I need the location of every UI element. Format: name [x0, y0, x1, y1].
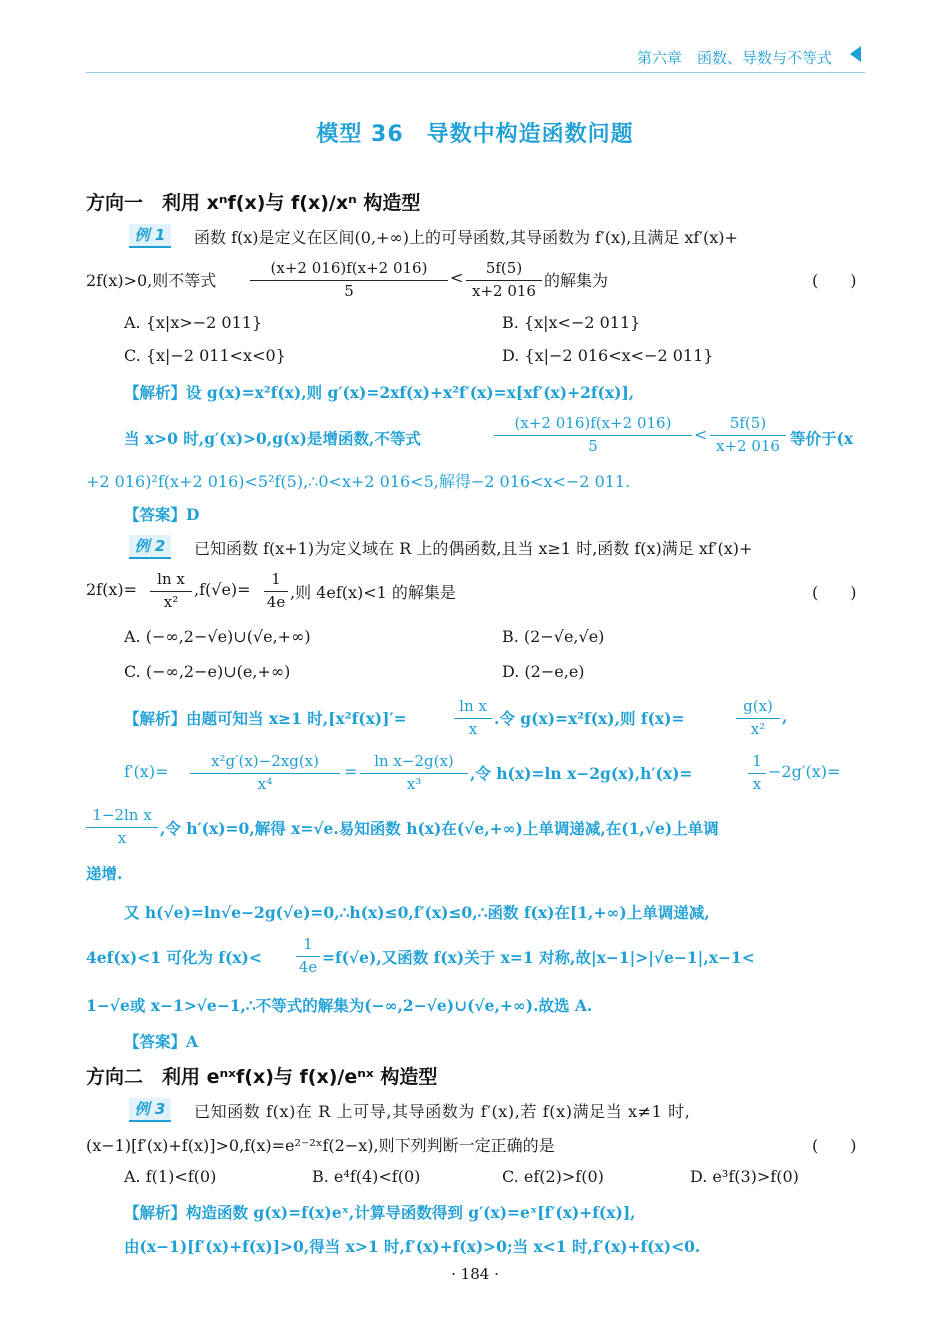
- ex3-question-line2: (x−1)[f′(x)+f(x)]>0,f(x)=e²⁻²ˣf(2−x),则下列判断一定正确的是: [86, 1136, 555, 1155]
- ex2-solution-line6b: =f(√e),又函数 f(x)关于 x=1 对称,故|x−1|>|√e−1|,x−1<: [322, 948, 755, 967]
- ex1-question-line1: 函数 f(x)是定义在区间(0,+∞)上的可导函数,其导函数为 f′(x),且满足 xf′(x)+: [194, 228, 738, 247]
- example-1-tag: 例 1: [129, 224, 171, 248]
- example-3-tag: 例 3: [129, 1098, 171, 1122]
- ex2-s3-fraction-bar: [86, 827, 158, 828]
- ex2-s2-fraction3-denominator: x: [752, 775, 762, 793]
- ex1-solution-less-than: <: [694, 425, 708, 444]
- ex2-s2-fraction2-numerator: ln x−2g(x): [374, 752, 454, 770]
- ex1-solution-line3: +2 016)²f(x+2 016)<5²f(5),∴0<x+2 016<5,解得−2 016<x<−2 011.: [86, 472, 631, 491]
- ex2-solution-line3: ,令 h′(x)=0,解得 x=√e.易知函数 h(x)在(√e,+∞)上单调递减,在(1,√e)上单调: [160, 819, 719, 838]
- ex1-fraction1-numerator: (x+2 016)f(x+2 016): [270, 259, 428, 277]
- ex3-option-b: B. e⁴f(4)<f(0): [312, 1167, 421, 1186]
- ex2-question-line2a: 2f(x)=: [86, 580, 138, 599]
- ex2-solution-line1b: .令 g(x)=x²f(x),则 f(x)=: [494, 709, 685, 728]
- ex3-option-c: C. ef(2)>f(0): [502, 1167, 604, 1186]
- ex2-option-b: B. (2−√e,√e): [502, 627, 605, 646]
- ex2-s2-fraction2-bar: [360, 773, 468, 774]
- ex2-s6-fraction-denominator: 4e: [298, 958, 318, 976]
- ex2-s2-fraction1-denominator: x⁴: [257, 775, 273, 793]
- header-divider: [86, 72, 865, 73]
- ex1-answer-paren: ( ): [812, 271, 857, 290]
- ex2-s2-fraction3-numerator: 1: [752, 752, 762, 770]
- page-title: 模型 36 导数中构造函数问题: [316, 122, 634, 147]
- ex1-less-than: <: [450, 268, 464, 287]
- ex2-s1-fraction1-denominator: x: [468, 720, 478, 738]
- ex1-solution-line1: 【解析】设 g(x)=x²f(x),则 g′(x)=2xf(x)+x²f′(x)=x[xf′(x)+2f(x)],: [124, 383, 635, 402]
- ex1-solution-line2b: 等价于(x: [790, 429, 854, 448]
- ex2-s1-fraction2-numerator: g(x): [743, 697, 773, 715]
- ex2-s3-fraction-numerator: 1−2ln x: [92, 806, 152, 824]
- example-2-tag: 例 2: [129, 535, 171, 559]
- ex2-s1-fraction1-bar: [454, 718, 492, 719]
- ex2-solution-line1a: 【解析】由题可知当 x≥1 时,[x²f(x)]′=: [124, 709, 407, 728]
- ex3-option-d: D. e³f(3)>f(0): [690, 1167, 799, 1186]
- ex2-fraction-b-numerator: 1: [271, 570, 281, 588]
- ex2-s2-fraction3-bar: [748, 773, 766, 774]
- ex2-answer: 【答案】A: [124, 1032, 199, 1051]
- section-heading-2: 方向二 利用 eⁿˣf(x)与 f(x)/eⁿˣ 构造型: [86, 1066, 438, 1088]
- ex3-solution-line2: 由(x−1)[f′(x)+f(x)]>0,得当 x>1 时,f′(x)+f(x)>0;当 x<1 时,f′(x)+f(x)<0.: [124, 1237, 701, 1256]
- ex2-s1-fraction2-bar: [736, 718, 780, 719]
- ex2-question-line1: 已知函数 f(x+1)为定义域在 R 上的偶函数,且当 x≥1 时,函数 f(x)满足 xf′(x)+: [194, 539, 753, 558]
- ex3-answer-paren: ( ): [812, 1136, 857, 1155]
- ex2-fraction-b-denominator: 4e: [266, 593, 286, 611]
- ex2-solution-line1c: ,: [782, 707, 788, 726]
- ex1-solution-line2a: 当 x>0 时,g′(x)>0,g(x)是增函数,不等式: [124, 429, 421, 448]
- ex3-option-a: A. f(1)<f(0): [124, 1167, 217, 1186]
- ex1-solution-fraction2-denominator: x+2 016: [716, 437, 780, 455]
- ex2-fraction-a-numerator: ln x: [157, 570, 185, 588]
- ex1-answer: 【答案】D: [124, 505, 200, 524]
- ex2-s6-fraction-numerator: 1: [303, 935, 313, 953]
- ex1-fraction1-denominator: 5: [344, 282, 354, 300]
- ex1-fraction2-numerator: 5f(5): [485, 259, 523, 277]
- ex2-s2-fraction1-bar: [190, 773, 340, 774]
- ex3-question-line1: 已知函数 f(x)在 R 上可导,其导函数为 f′(x),若 f(x)满足当 x≠1 时,: [194, 1102, 691, 1121]
- ex2-s6-fraction-bar: [296, 956, 320, 957]
- triangle-left-icon: [850, 46, 861, 62]
- section-heading-1: 方向一 利用 xⁿf(x)与 f(x)/xⁿ 构造型: [86, 192, 421, 214]
- running-header: 第六章 函数、导数与不等式: [637, 49, 833, 67]
- ex2-s1-fraction2-denominator: x²: [750, 720, 766, 738]
- ex1-option-a: A. {x|x>−2 011}: [124, 313, 263, 332]
- ex1-question-line2b: 的解集为: [544, 271, 609, 290]
- ex1-fraction2-bar: [466, 280, 542, 281]
- ex2-s2-equals: =: [344, 762, 358, 781]
- ex2-fraction-b-bar: [264, 591, 288, 592]
- ex2-option-c: C. (−∞,2−e)∪(e,+∞): [124, 662, 291, 681]
- ex2-solution-line4: 递增.: [86, 864, 123, 883]
- ex2-solution-line6a: 4ef(x)<1 可化为 f(x)<: [86, 948, 262, 967]
- ex2-solution-line7: 1−√e或 x−1>√e−1,∴不等式的解集为(−∞,2−√e)∪(√e,+∞).故选 A.: [86, 996, 593, 1015]
- ex1-option-c: C. {x|−2 011<x<0}: [124, 346, 286, 365]
- ex1-fraction2-denominator: x+2 016: [472, 282, 536, 300]
- ex2-solution-line2b: ,令 h(x)=ln x−2g(x),h′(x)=: [470, 764, 693, 783]
- ex2-s2-fraction2-denominator: x³: [406, 775, 422, 793]
- ex2-fraction-a-bar: [150, 591, 192, 592]
- page-number: · 184 ·: [451, 1265, 499, 1283]
- ex2-s3-fraction-denominator: x: [117, 829, 127, 847]
- ex2-question-line2b: ,f(√e)=: [194, 580, 251, 599]
- ex1-solution-fraction1-bar: [494, 435, 692, 436]
- ex1-solution-fraction2-numerator: 5f(5): [729, 414, 767, 432]
- ex1-solution-fraction1-numerator: (x+2 016)f(x+2 016): [514, 414, 672, 432]
- ex2-option-d: D. (2−e,e): [502, 662, 585, 681]
- ex3-solution-line1: 【解析】构造函数 g(x)=f(x)eˣ,计算导函数得到 g′(x)=eˣ[f′(x)+f(x)],: [124, 1203, 636, 1222]
- ex2-fraction-a-denominator: x²: [163, 593, 179, 611]
- ex2-solution-line5: 又 h(√e)=ln√e−2g(√e)=0,∴h(x)≤0,f′(x)≤0,∴函数 f(x)在[1,+∞)上单调递减,: [124, 903, 710, 922]
- ex1-solution-fraction1-denominator: 5: [588, 437, 598, 455]
- ex1-option-d: D. {x|−2 016<x<−2 011}: [502, 346, 714, 365]
- ex2-s1-fraction1-numerator: ln x: [459, 697, 487, 715]
- ex1-question-line2a: 2f(x)>0,则不等式: [86, 271, 217, 290]
- ex1-fraction1-bar: [250, 280, 448, 281]
- ex2-question-line2c: ,则 4ef(x)<1 的解集是: [290, 583, 456, 602]
- ex1-option-b: B. {x|x<−2 011}: [502, 313, 641, 332]
- ex2-option-a: A. (−∞,2−√e)∪(√e,+∞): [124, 627, 311, 646]
- ex1-solution-fraction2-bar: [710, 435, 786, 436]
- ex2-solution-line2a: f′(x)=: [124, 762, 169, 781]
- ex2-solution-line2c: −2g′(x)=: [768, 762, 841, 781]
- ex2-answer-paren: ( ): [812, 583, 857, 602]
- ex2-s2-fraction1-numerator: x²g′(x)−2xg(x): [211, 752, 319, 770]
